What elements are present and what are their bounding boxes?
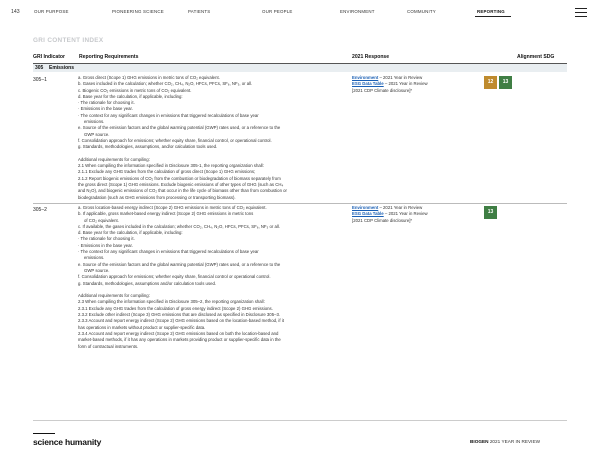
req-line: a. Gross location-based energy indirect (Scope 2) GHG emissions in metric tons of CO₂ equivalent. [78,205,267,210]
page-number: 143 [11,9,20,15]
row-divider [33,203,567,204]
req-line: 2.1.1 Exclude any GHG trades from the calculation of gross direct (Scope 1) GHG emissions; [78,169,256,175]
req-line: c. If available, the gases included in the calculation; whether CO₂, CH₄, N₂O, HFCs, PFCs, SF₆, NF₃ or all. [78,223,281,229]
group-code: 305 [35,65,44,72]
esg-data-table-link[interactable]: ESG Data Table [352,81,384,87]
response-line: ESG Data Table – 2021 Year in Review [352,211,428,217]
science-humanity-logo: science humanity [33,437,102,447]
active-nav-underline [475,16,511,17]
req-line: 2.3.2 Exclude other indirect (Scope 3) GHG emissions that are disclosed as specified in Disclosure 305–3. [78,312,281,318]
req-line: d. Base year for the calculation, if applicable, including: [78,230,183,236]
req-line: market-based methods, if it has any operations in markets providing product or supplier-specific data in the [78,337,281,343]
response-line: [2021 CDP Climate disclosure]* [352,217,413,223]
nav-pioneering-science[interactable]: PIONEERING SCIENCE [112,9,164,14]
req-line: · Emissions in the base year. [78,242,133,248]
nav-patients[interactable]: PATIENTS [188,9,211,14]
response-line: ESG Data Table – 2021 Year in Review [352,81,428,87]
req-line: · The context for any significant changes in emissions that triggered recalculations of base year [78,112,259,118]
req-line: f. Consolidation approach for emissions; whether equity share, financial control, or operational control. [78,137,272,143]
req-line: c. Biogenic CO₂ emissions in metric tons of CO₂ equivalent. [78,87,192,93]
req-line: a. Gross direct (Scope 1) GHG emissions in metric tons of CO₂ equivalent. [78,75,220,80]
response-line: [2021 CDP Climate disclosure]* [352,87,413,93]
requirements-305-1 [78,75,348,201]
req-line: GWP source. [84,267,110,273]
footer-title [470,439,540,444]
req-line: b. If applicable, gross market-based energy indirect (Scope 2) GHG emissions in metric tons [78,211,254,217]
req-line: of CO₂ equivalent. [84,217,119,223]
req-line: g. Standards, methodologies, assumptions, and/or calculation tools used. [78,144,218,150]
req-line: and N₂O), and biogenic emissions of CO₂ that occur in the life cycle of biomass other than from combustion or [78,188,287,194]
req-line: emissions. [84,255,105,261]
row-code-305-1: 305–1 [33,77,47,83]
req-line: 2.3.4 Account and report energy indirect (Scope 2) GHG emissions based on both the location-based and [78,330,279,336]
nav-environment[interactable]: ENVIRONMENT [340,9,375,14]
footer-divider [33,420,567,421]
req-line: 2.1 When compiling the information specified in Disclosure 305-1, the reporting organization shall: [78,163,264,169]
response-line: Environment – 2021 Year in Review [352,75,423,80]
section-title: GRI CONTENT INDEX [33,37,104,44]
group-row-emissions [33,64,567,72]
nav-our-purpose[interactable]: OUR PURPOSE [34,9,69,14]
req-line: the gross direct (Scope 1) GHG emissions. Exclude biogenic emissions of other types of GHG (such as CH₄ [78,182,284,188]
req-line: f. Consolidation approach for emissions; whether equity share, financial control or operational control. [78,274,271,280]
req-line: biodegradation (such as GHG emissions from processing or transporting biomass). [78,194,236,200]
req-line: 2.3.1 Exclude any GHG trades from the calculation of gross energy indirect (Scope 2) GHG emissions. [78,305,273,311]
company-name: BIOGEN [470,439,489,444]
req-line: Additional requirements for compiling: [78,156,150,162]
header-alignment-sdg: Alignment SDG [517,54,555,60]
req-line: e. Source of the emission factors and the global warming potential (GWP) rates used, or a reference to the [78,261,281,267]
sdg-13-badge: 13 [484,206,497,219]
header-gri-indicator: GRI Indicator [33,54,65,60]
req-line: GWP source. [84,131,110,137]
response-305-1 [352,75,474,94]
req-line: g. Standards, methodologies, assumptions and/or calculation tools used. [78,280,217,286]
group-title: Emissions [49,65,75,72]
req-line: · The rationale for choosing it. [78,236,135,242]
req-line: emissions. [84,119,105,125]
req-line: 2.3.3 Account and report energy indirect (Scope 2) GHG emissions based on the location-based method, if it [78,318,284,324]
header-reporting-requirements: Reporting Requirements [79,54,139,60]
req-line: 2.1.2 Report biogenic emissions of CO₂ from the combustion or biodegradation of biomass separately from [78,175,281,181]
menu-icon[interactable] [575,8,587,17]
req-line: · Emissions in the base year. [78,106,133,112]
req-line: e. Source of the emission factors and the global warming potential (GWP) rates used, or a reference to the [78,125,281,131]
esg-data-table-link[interactable]: ESG Data Table [352,211,384,217]
req-line: 2.3 When compiling the information specified in Disclosure 305–2, the reporting organization shall: [78,299,265,305]
environment-link[interactable]: Environment [352,75,379,80]
req-line: form of contractual instruments. [78,343,139,349]
requirements-305-2 [78,205,348,350]
response-305-2 [352,205,474,224]
sdg-12-badge: 12 [484,76,497,89]
req-line: has operations in markets without product or supplier-specific data. [78,324,206,330]
row-code-305-2: 305–2 [33,207,47,213]
top-navigation [0,0,600,26]
nav-our-people[interactable]: OUR PEOPLE [262,9,293,14]
nav-community[interactable]: COMMUNITY [407,9,436,14]
req-line: Additional requirements for compiling: [78,293,150,299]
req-line: · The context for any significant changes in emissions that triggered recalculations of base year [78,249,259,255]
table-header [33,53,567,63]
sdg-13-badge: 13 [499,76,512,89]
brand-mark-line [33,433,55,434]
environment-link[interactable]: Environment [352,205,379,210]
req-line: · The rationale for choosing it. [78,100,135,106]
nav-reporting[interactable]: REPORTING [477,9,505,14]
req-line: d. Base year for the calculation, if applicable, including: [78,93,183,99]
req-line: b. Gases included in the calculation; whether CO₂, CH₄, N₂O, HFCs, PFCs, SF₆, NF₃, or all. [78,81,253,87]
header-2021-response: 2021 Response [352,54,390,60]
report-subtitle: 2021 YEAR IN REVIEW [489,439,541,444]
response-line: Environment – 2021 Year in Review [352,205,423,210]
